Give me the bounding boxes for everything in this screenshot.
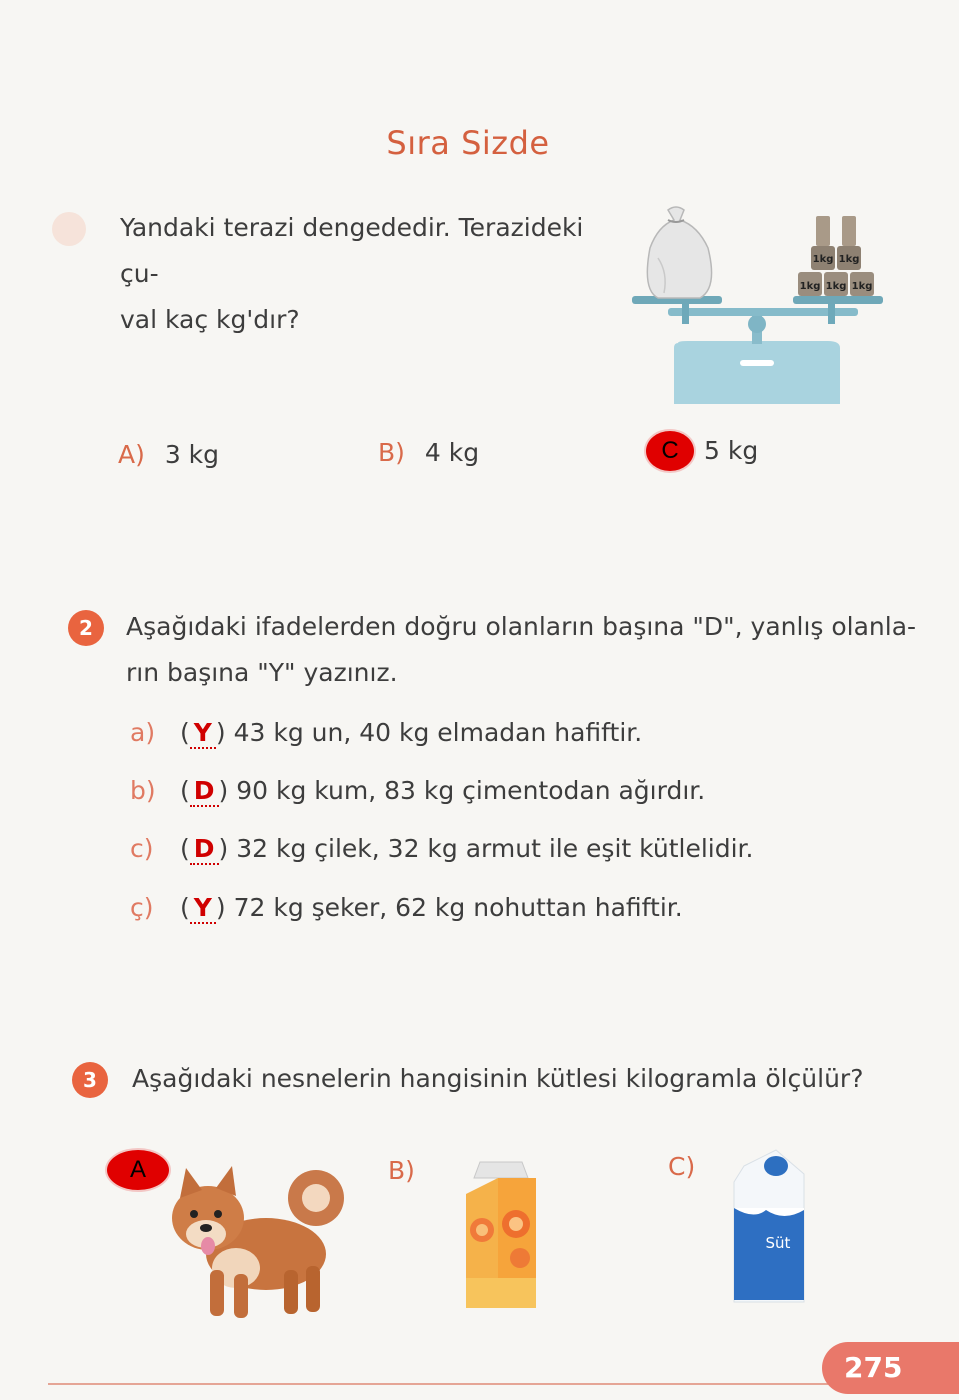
q3-option-b-label: B) [388, 1156, 415, 1185]
weight-label-5: 1kg [838, 254, 860, 265]
question-2-number: 2 [68, 610, 104, 646]
dog-illustration[interactable] [166, 1158, 346, 1322]
weight-label-1: 1kg [799, 281, 821, 292]
q2-item-a: a) ( Y ) 43 kg un, 40 kg elmadan hafiftir. [130, 718, 643, 747]
question-1-number-circle [52, 212, 86, 246]
page-title: Sıra Sizde [386, 124, 550, 162]
q3-selected-mark-a[interactable]: A [107, 1150, 169, 1190]
question-1-text [120, 205, 620, 343]
q2-item-cc-letter: ç) [130, 893, 154, 922]
q1-option-b-label: B) [378, 438, 405, 467]
page-number: 275 [822, 1342, 959, 1394]
q2-item-b-letter: b) [130, 776, 156, 805]
q2-item-c-text: 32 kg çilek, 32 kg armut ile eşit kütlelidir. [236, 834, 754, 863]
question-1-line-1: Yandaki terazi dengededir. Terazideki çu- [120, 213, 584, 288]
q2-item-a-letter: a) [130, 718, 156, 747]
weight-label-3: 1kg [851, 281, 873, 292]
scale-base [674, 341, 840, 404]
balance-scale-illustration [628, 198, 888, 408]
q2-item-a-answer[interactable]: Y [190, 718, 216, 749]
q1-selected-mark-c[interactable]: C [646, 431, 694, 471]
question-2-line-1: Aşağıdaki ifadelerden doğru olanların başına "D", yanlış olanla- [126, 612, 917, 641]
q2-item-b-text: 90 kg kum, 83 kg çimentodan ağırdır. [236, 776, 706, 805]
q3-option-c-label: C) [668, 1152, 696, 1181]
q2-item-c-answer[interactable]: D [190, 834, 219, 865]
question-1-line-2: val kaç kg'dır? [120, 305, 300, 334]
q2-item-cc-text: 72 kg şeker, 62 kg nohuttan hafiftir. [233, 893, 683, 922]
question-2-line-2: rın başına "Y" yazınız. [126, 658, 398, 687]
q1-option-c-value: 5 kg [704, 436, 759, 465]
q2-item-b-answer[interactable]: D [190, 776, 219, 807]
q1-option-a-value: 3 kg [164, 440, 220, 469]
q1-option-b[interactable] [378, 430, 479, 476]
q1-option-b-value: 4 kg [424, 438, 480, 467]
q1-option-a[interactable] [118, 432, 219, 478]
q2-item-c-letter: c) [130, 834, 154, 863]
question-3-text: Aşağıdaki nesnelerin hangisinin kütlesi kilogramla ölçülür? [132, 1064, 864, 1093]
scale-window [740, 360, 774, 366]
q2-item-cc: ç) ( Y ) 72 kg şeker, 62 kg nohuttan hafiftir. [130, 893, 683, 922]
weight-label-2: 1kg [825, 281, 847, 292]
scale-pivot [748, 315, 766, 333]
q2-item-c: c) ( D ) 32 kg çilek, 32 kg armut ile eşit kütlelidir. [130, 834, 754, 863]
milk-label: Süt [765, 1234, 791, 1252]
weight-label-4: 1kg [812, 254, 834, 265]
weights-stack [798, 216, 874, 296]
milk-carton-illustration[interactable] [726, 1148, 810, 1306]
footer-line [48, 1383, 828, 1385]
q2-item-b: b) ( D ) 90 kg kum, 83 kg çimentodan ağırdır. [130, 776, 706, 805]
q2-item-a-text: 43 kg un, 40 kg elmadan hafiftir. [233, 718, 643, 747]
juice-carton-illustration[interactable] [458, 1160, 544, 1310]
q1-option-a-label: A) [118, 440, 145, 469]
question-3-number: 3 [72, 1062, 108, 1098]
q2-item-cc-answer[interactable]: Y [190, 893, 216, 924]
question-2-text [126, 604, 926, 696]
scale-right-pan [793, 296, 883, 304]
